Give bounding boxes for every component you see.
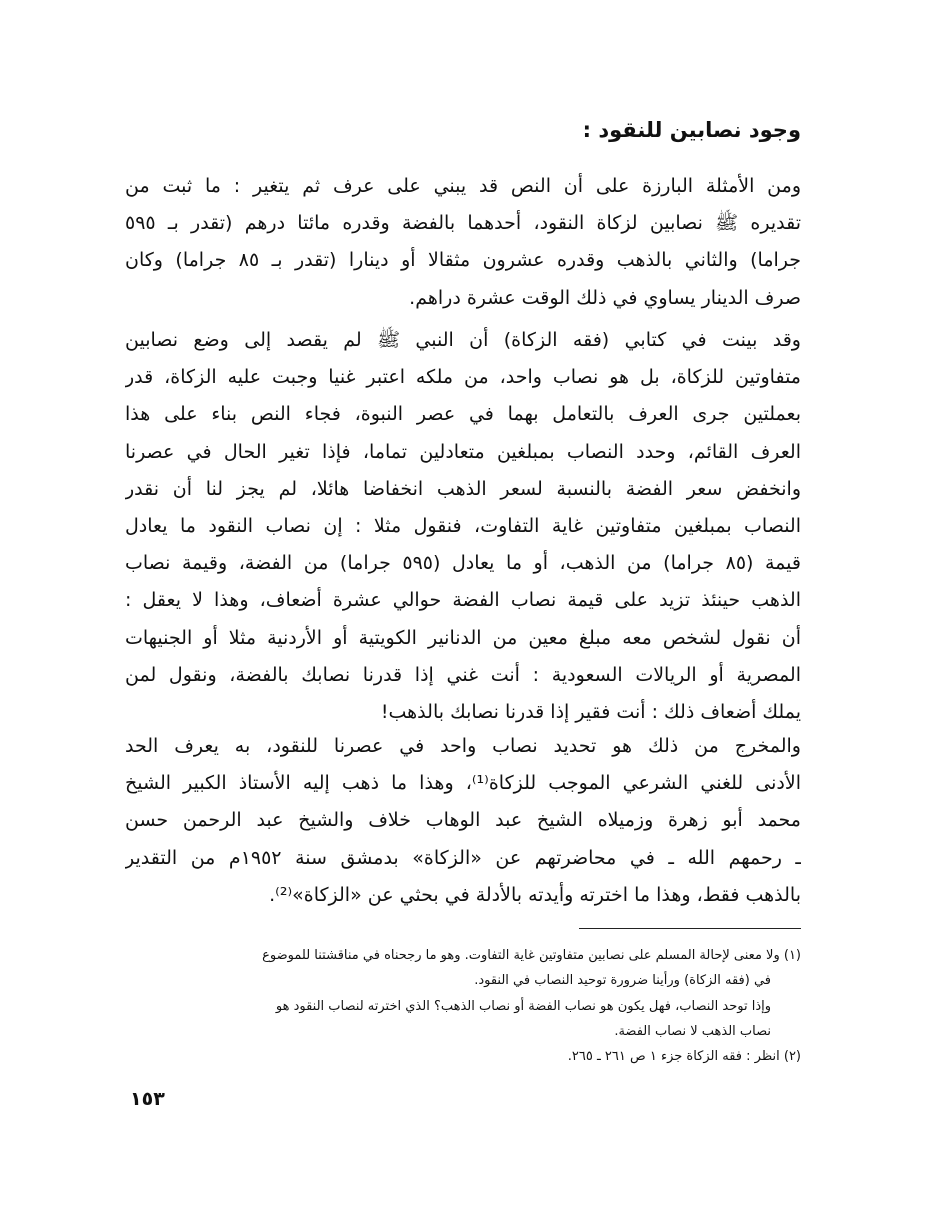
paragraph-line: ـ رحمهم الله ـ في محاضرتهم عن «الزكاة» بدمشق سنة ١٩٥٢م من التقدير [125,846,801,869]
footnote-line: في (فقه الزكاة) ورأينا ضرورة توحيد النصاب في النقود. [474,973,771,989]
paragraph-line: العرف القائم، وحدد النصاب بمبلغين متعادلين تماما، فإذا تغير الحال في عصرنا [125,440,801,463]
paragraph-2 [125,322,801,731]
footnote-line: نصاب الذهب لا نصاب الفضة. [614,1023,771,1039]
paragraph-line: الأدنى للغني الشرعي الموجب للزكاة⁽¹⁾، وهذا ما ذهب إليه الأستاذ الكبير الشيخ [125,772,801,795]
paragraph-line: وانخفض سعر الفضة بالنسبة لسعر الذهب انخفاضا هائلا، لم يجز لنا أن نقدر [125,477,801,500]
paragraph-line: يملك أضعاف ذلك : أنت فقير إذا قدرنا نصابك بالذهب! [380,701,801,724]
footnote-line: (٢) انظر : فقه الزكاة جزء ١ ص ٢٦١ ـ ٢٦٥. [567,1049,801,1065]
paragraph-line: أن نقول لشخص معه مبلغ معين من الدنانير الكويتية أو الأردنية مثلا أو الجنيهات [125,626,801,649]
paragraph-line: ومن الأمثلة البارزة على أن النص قد يبني على عرف ثم يتغير : ما ثبت من [125,175,801,197]
paragraph-line: متفاوتين للزكاة، بل هو نصاب واحد، من ملكه اعتبر غنيا وجبت عليه الزكاة، قدر [125,366,801,389]
page-number: ١٥٣ [130,1088,165,1110]
footnote-line: (١) ولا معنى لإحالة المسلم على نصابين متفاوتين غاية التفاوت. وهو ما رجحناه في مناقشتنا للموضوع [262,948,801,963]
paragraph-line: وقد بينت في كتابي (فقه الزكاة) أن النبي ﷺ لم يقصد إلى وضع نصابين [125,329,801,351]
paragraph-3 [125,728,801,914]
paragraph-line: صرف الدينار يساوي في ذلك الوقت عشرة دراهم. [409,286,801,309]
paragraph-line: والمخرج من ذلك هو تحديد نصاب واحد في عصرنا للنقود، به يعرف الحد [125,735,801,757]
paragraph-line: بالذهب فقط، وهذا ما اخترته وأيدته بالأدلة في بحثي عن «الزكاة»⁽²⁾. [269,883,801,906]
paragraph-line: المصرية أو الريالات السعودية : أنت غني إذا قدرنا نصابك بالفضة، ونقول لمن [125,663,801,686]
footnote-divider [579,928,801,929]
paragraph-1 [125,168,801,317]
paragraph-line: جراما) والثاني بالذهب وقدره عشرون مثقالا أو دينارا (تقدر بـ ٨٥ جراما) وكان [125,249,801,272]
paragraph-line: قيمة (٨٥ جراما) من الذهب، أو ما يعادل (٥٩٥ جراما) من الفضة، وقيمة نصاب [125,552,801,575]
paragraph-line: محمد أبو زهرة وزميلاه الشيخ عبد الوهاب خلاف والشيخ عبد الرحمن حسن [125,809,801,832]
section-heading: وجود نصابين للنقود : [582,118,801,142]
paragraph-line: الذهب حينئذ تزيد على قيمة نصاب الفضة حوالي عشرة أضعاف، وهذا لا يعقل : [125,589,801,612]
footnotes [125,943,801,1069]
paragraph-line: بعملتين جرى العرف بالتعامل بهما في عصر النبوة، فجاء النص بناء على هذا [125,403,801,426]
paragraph-line: النصاب بمبلغين متفاوتين غاية التفاوت، فنقول مثلا : إن نصاب النقود ما يعادل [125,515,801,538]
paragraph-line: تقديره ﷺ نصابين لزكاة النقود، أحدهما بالفضة وقدره مائتا درهم (تقدر بـ ٥٩٥ [125,212,801,235]
footnote-line: وإذا توحد النصاب، فهل يكون هو نصاب الفضة أو نصاب الذهب؟ الذي اخترته لنصاب النقود هو [275,998,771,1014]
